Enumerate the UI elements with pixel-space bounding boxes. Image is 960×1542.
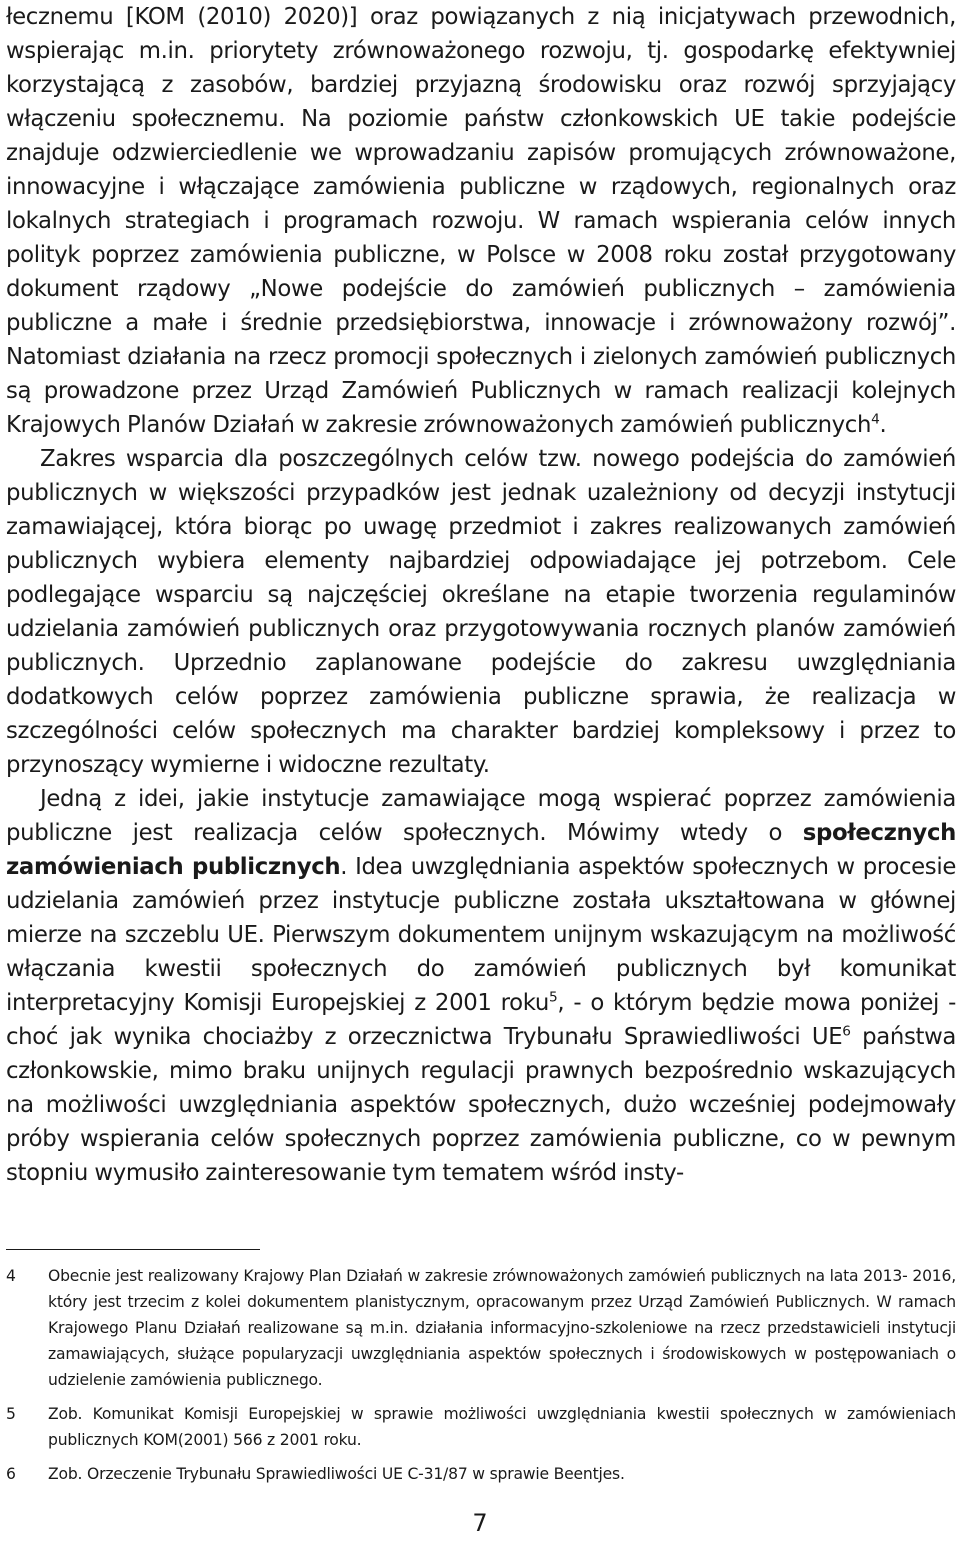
footnote-text: Zob. Orzeczenie Trybunału Sprawiedliwości UE C-31/87 w sprawie Beentjes. (48, 1465, 625, 1483)
paragraph-1 (6, 0, 956, 442)
paragraph-2: Zakres wsparcia dla poszczególnych celów tzw. nowego podejścia do zamówień publicznych w większości przypadków jest jednak uzależniony od decyzji instytucji zamawiającej, która biorąc po uwagę przedmiot i zakres realizowanych zamówień publicznych wybiera elementy najbardziej odpowiadające jej potrzebom. Cele podlegające wsparciu są najczęściej określane na etapie tworzenia regulaminów udzielania zamówień publicznych oraz przygotowywania rocznych planów zamówień publicznych. Uprzednio zaplanowane podejście do zakresu uwzględniania dodatkowych celów poprzez zamówienia publiczne sprawia, że realizacja w szczególności celów społecznych ma charakter bardziej kompleksowy i przez to przynoszący wymierne i widoczne rezultaty. (6, 446, 956, 778)
paragraph-1-text: łecznemu [KOM (2010) 2020)] oraz powiązanych z nią inicjatywach przewodnich, wspierając m.in. priorytety zrównoważonego rozwoju, tj. gospodarkę efektywniej korzystającą z zasobów, bardziej przyjazną środowisku oraz rozwój sprzyjający włączeniu społecznemu. Na poziomie państw członkowskich UE takie podejście znajduje odzwierciedlenie we wprowadzaniu zapisów promujących zrównoważone, innowacyjne i włączające zamówienia publiczne w rządowych, regionalnych oraz lokalnych strategiach i programach rozwoju. W ramach wspierania celów innych polityk poprzez zamówienia publiczne, w Polsce w 2008 roku został przygotowany dokument rządowy „Nowe podejście do zamówień publicznych – zamówienia publiczne a małe i średnie przedsiębiorstwa, innowacje i zrównoważony rozwój”. Natomiast działania na rzecz promocji społecznych i zielonych zamówień publicznych są prowadzone przez Urząd Zamówień Publicznych w ramach realizacji kolejnych Krajowych Planów Działań w zakresie zrównoważonych zamówień publicznych (6, 4, 956, 438)
footnotes (6, 1263, 956, 1495)
footnote-ref-4: 4 (871, 411, 880, 428)
footnote-number: 6 (6, 1465, 16, 1483)
paragraph-1-end: . (879, 412, 887, 438)
footnote-5 (6, 1401, 956, 1453)
page-number: 7 (472, 1509, 488, 1537)
main-text (6, 0, 956, 1190)
footnote-number: 5 (6, 1405, 16, 1423)
paragraph-3 (6, 782, 956, 1190)
paragraph-3-middle-1: . Idea uwzględniania aspektów społecznych w procesie udzielania zamówień przez instytucje publiczne została ukształtowana w głównej mierze na szczeblu UE. Pierwszym dokumentem unijnym wskazującym na możliwość włączania kwestii społecznych do zamówień publicznych był komunikat interpretacyjny Komisji Europejskiej z 2001 roku (6, 854, 956, 1016)
footnote-6 (6, 1461, 956, 1487)
bold-term: społecznych zamówieniach publicznych (6, 820, 956, 880)
paragraph-3-start: Jedną z idei, jakie instytucje zamawiające mogą wspierać poprzez zamówienia publiczne jest realizacja celów społecznych. Mówimy wtedy o (6, 786, 956, 846)
paragraph-3-end: państwa członkowskie, mimo braku unijnych regulacji prawnych bezpośrednio wskazujących na możliwości uwzględniania aspektów społecznych, dużo wcześniej podejmowały próby wspierania celów społecznych poprzez zamówienia publiczne, co w pewnym stopniu wymusiło zainteresowanie tym tematem wśród insty- (6, 1024, 956, 1186)
paragraph-3-middle-2: , - o którym będzie mowa poniżej - choć jak wynika chociażby z orzecznictwa Trybunału Sprawiedliwości UE (6, 990, 956, 1050)
footnote-4 (6, 1263, 956, 1393)
footnote-ref-6: 6 (842, 1023, 851, 1040)
footnote-ref-5: 5 (549, 989, 558, 1006)
footnote-divider (6, 1249, 260, 1250)
footnote-text: Zob. Komunikat Komisji Europejskiej w sprawie możliwości uwzględniania kwestii społecznych w zamówieniach publicznych KOM(2001) 566 z 2001 roku. (48, 1405, 956, 1449)
footnote-number: 4 (6, 1267, 16, 1285)
footnote-text: Obecnie jest realizowany Krajowy Plan Działań w zakresie zrównoważonych zamówień publicznych na lata 2013- 2016, który jest trzecim z kolei dokumentem planistycznym, opracowanym przez Urząd Zamówień Publicznych. W ramach Krajowego Planu Działań realizowane są m.in. działania informacyjno-szkoleniowe na rzecz przedstawicieli instytucji zamawiających, służące popularyzacji uwzględniania aspektów społecznych i środowiskowych w postępowaniach o udzielenie zamówienia publicznego. (48, 1267, 956, 1389)
